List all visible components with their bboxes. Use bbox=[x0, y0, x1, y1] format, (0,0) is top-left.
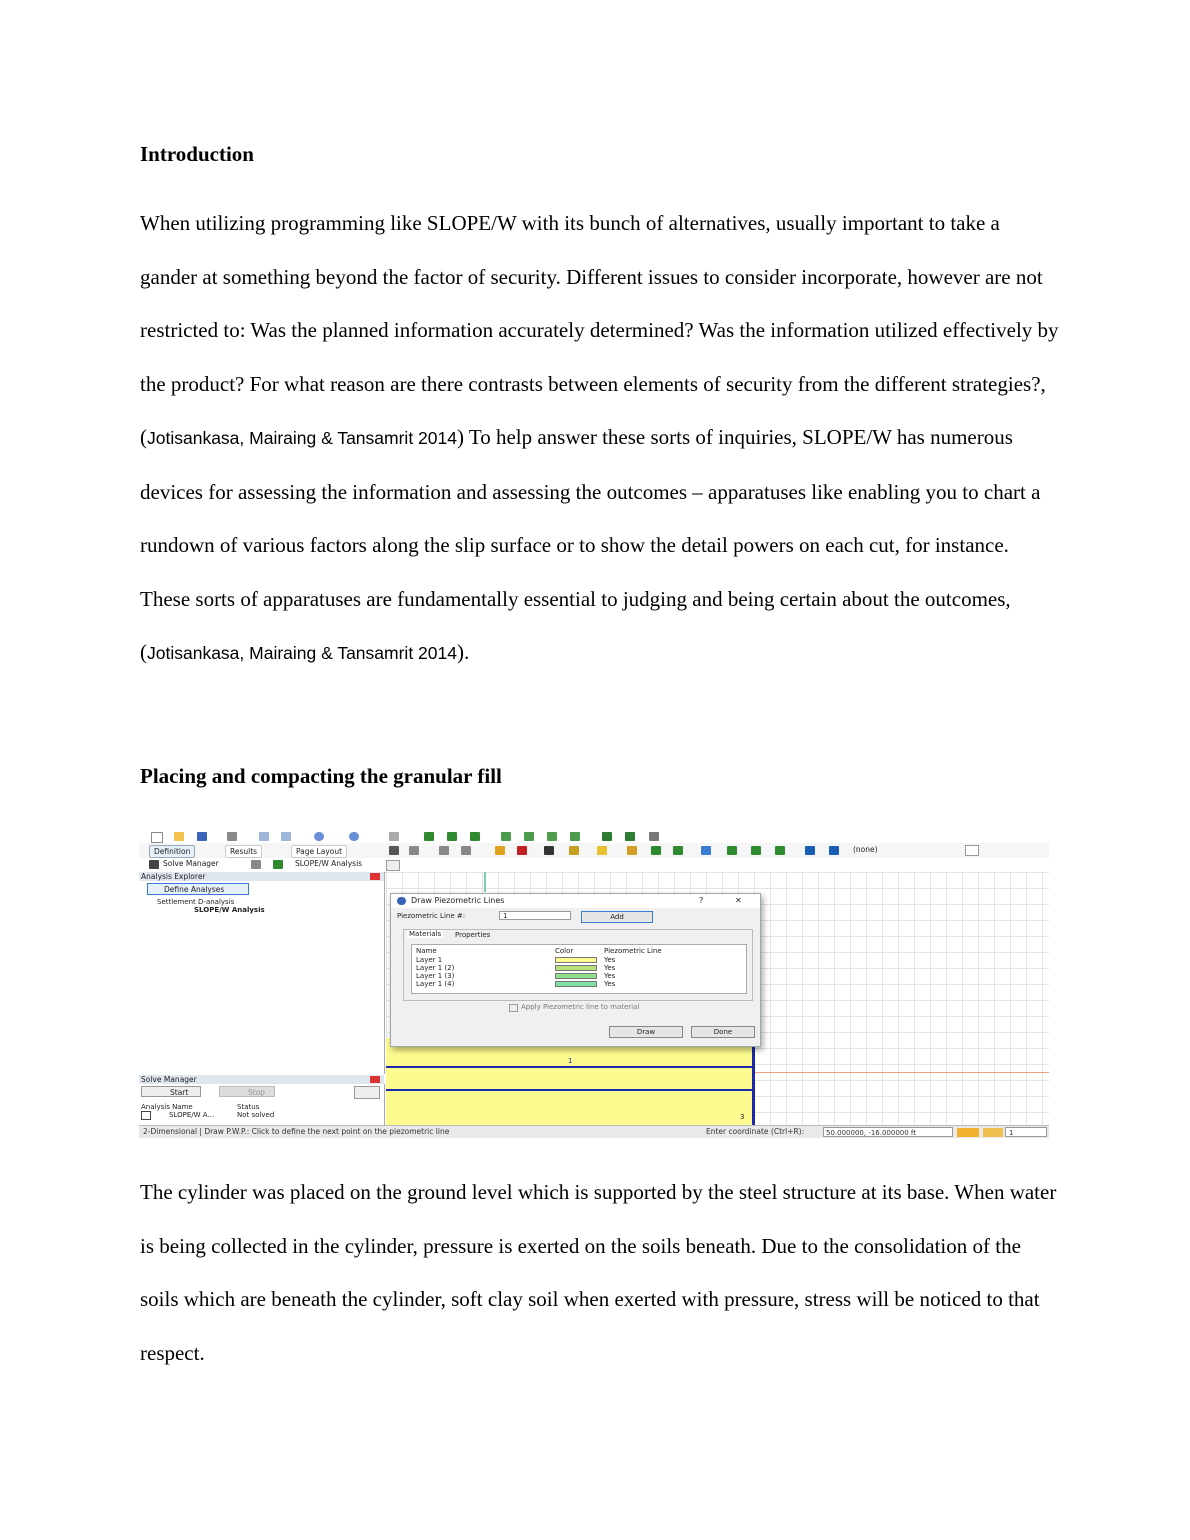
pore-pressure-icon[interactable] bbox=[517, 846, 527, 855]
row-piezo: Yes bbox=[604, 980, 616, 988]
table-header bbox=[412, 947, 746, 955]
close-icon[interactable] bbox=[370, 1076, 380, 1083]
table-row[interactable] bbox=[412, 964, 746, 972]
region-label: 1 bbox=[568, 1057, 573, 1065]
paragraph-granular-fill bbox=[140, 1166, 1060, 1380]
color-swatch bbox=[555, 981, 597, 987]
heading-introduction: Introduction bbox=[140, 142, 254, 166]
soil-region bbox=[386, 1038, 755, 1125]
solve-manager-icon bbox=[149, 860, 159, 869]
paste-icon bbox=[281, 832, 291, 841]
define-analyses-button[interactable]: Define Analyses bbox=[147, 883, 249, 895]
open-folder-icon bbox=[174, 832, 184, 841]
analysis-icon bbox=[251, 860, 261, 869]
draw-exit-icon bbox=[570, 832, 580, 841]
refresh-icon[interactable] bbox=[354, 1086, 380, 1099]
water-table-icon[interactable] bbox=[727, 846, 737, 855]
row-piezo: Yes bbox=[604, 972, 616, 980]
tab-results[interactable]: Results bbox=[225, 845, 262, 858]
snap-icon[interactable] bbox=[957, 1128, 979, 1137]
tab-page-layout[interactable]: Page Layout bbox=[291, 845, 347, 858]
copy-icon bbox=[259, 832, 269, 841]
para-text: When utilizing programming like SLOPE/W with its bunch of alternatives, usually important to take a gander at something beyond the factor of security. Different issues to consider incorporate, however are not restricted to: Was the planned information accurately determined? Was the information utilized effectively by the product? For what reason are there contrasts between elements of security from the different strategies?, ( bbox=[140, 211, 1059, 449]
undo-icon bbox=[314, 832, 324, 841]
citation: Jotisankasa, Mairaing & Tansamrit 2014 bbox=[147, 643, 457, 663]
panel-title-text: Analysis Explorer bbox=[141, 872, 206, 881]
axis-marker bbox=[484, 872, 486, 892]
table-row[interactable] bbox=[412, 956, 746, 964]
table-row[interactable] bbox=[412, 972, 746, 980]
redo-icon bbox=[349, 832, 359, 841]
surcharge-icon[interactable] bbox=[597, 846, 607, 855]
para-text: ). bbox=[456, 640, 470, 664]
dialog-title: Draw Piezometric Lines bbox=[411, 896, 505, 905]
tree-root-item[interactable]: Settlement D-analysis bbox=[157, 898, 235, 906]
close-icon[interactable] bbox=[370, 873, 380, 880]
analysis-explorer-title bbox=[139, 872, 384, 881]
draw-entry-icon bbox=[547, 832, 557, 841]
analysis-selector[interactable]: SLOPE/W Analysis bbox=[295, 859, 363, 868]
analysis-explorer-panel bbox=[139, 872, 385, 1084]
color-swatch bbox=[555, 965, 597, 971]
solve-manager-button[interactable]: Solve Manager bbox=[163, 859, 219, 868]
pressure-line-icon[interactable] bbox=[569, 846, 579, 855]
coord-input[interactable]: 50.000000, -16.000000 ft bbox=[823, 1127, 953, 1137]
tab-definition[interactable]: Definition bbox=[149, 845, 195, 858]
mode-toolbar bbox=[139, 843, 1049, 859]
tab-properties[interactable]: Properties bbox=[455, 931, 491, 939]
main-toolbar bbox=[139, 829, 1049, 843]
anchor-icon[interactable] bbox=[627, 846, 637, 855]
zoom-icon bbox=[389, 832, 399, 841]
new-file-icon bbox=[151, 832, 163, 843]
view-icon bbox=[649, 832, 659, 841]
tab-materials[interactable]: Materials bbox=[409, 930, 442, 938]
slope-icon bbox=[273, 860, 283, 869]
row-piezo: Yes bbox=[604, 964, 616, 972]
stop-button[interactable]: Stop bbox=[219, 1086, 275, 1097]
draw-slip-icon bbox=[524, 832, 534, 841]
para-text: ) To help answer these sorts of inquiries, SLOPE/W has numerous devices for assessing the information and assessing the outcomes – apparatuses like enabling you to chart a rundown of various factors along the slip surface or to show the detail powers on each cut, for instance. These sorts of apparatuses are fundamentally essential to judging and being certain about the outcomes, ( bbox=[140, 425, 1041, 664]
chevron-down-icon[interactable] bbox=[965, 845, 979, 856]
line-select[interactable]: 1 bbox=[499, 911, 571, 920]
zoom-spinner[interactable]: 1 bbox=[1005, 1127, 1047, 1137]
draw-line-icon bbox=[447, 832, 457, 841]
close-button[interactable]: ✕ bbox=[735, 896, 742, 905]
save-icon bbox=[197, 832, 207, 841]
panel-title-text: Solve Manager bbox=[141, 1075, 197, 1084]
status-bar bbox=[139, 1125, 1049, 1138]
row-name: Layer 1 bbox=[416, 956, 443, 964]
materials-table bbox=[411, 944, 747, 994]
dimension-icon[interactable] bbox=[544, 846, 554, 855]
draw-grid-icon bbox=[602, 832, 612, 841]
row-name: Layer 1 (3) bbox=[416, 972, 455, 980]
draw-region-icon bbox=[501, 832, 511, 841]
grid-icon[interactable] bbox=[983, 1128, 1003, 1137]
line-label: Piezometric Line #: bbox=[397, 912, 466, 920]
color-swatch bbox=[555, 957, 597, 963]
soil-boundary bbox=[386, 1089, 752, 1091]
geofabric-icon[interactable] bbox=[751, 846, 761, 855]
header-color: Color bbox=[555, 947, 574, 955]
para-text: The cylinder was placed on the ground level which is supported by the steel structure at its base. When water is being collected in the cylinder, pressure is exerted on the soils beneath. Due to the consolidation of the soils which are beneath the cylinder, soft clay soil when exerted with pressure, stress will be noticed to that respect. bbox=[140, 1180, 1057, 1365]
nail-icon[interactable] bbox=[651, 846, 661, 855]
checkbox[interactable] bbox=[141, 1111, 151, 1120]
print-icon bbox=[227, 832, 237, 841]
sketch-icon[interactable] bbox=[409, 846, 419, 855]
solve-manager-panel bbox=[139, 1084, 385, 1125]
apply-checkbox[interactable] bbox=[509, 1004, 518, 1012]
paragraph-introduction bbox=[140, 197, 1060, 681]
reinforcement-icon[interactable] bbox=[775, 846, 785, 855]
analysis-toolbar bbox=[139, 858, 1049, 873]
point-label: 3 bbox=[740, 1113, 745, 1121]
none-selector[interactable]: (none) bbox=[853, 845, 878, 854]
soil-boundary bbox=[386, 1066, 752, 1068]
draw-button[interactable]: Draw bbox=[609, 1026, 683, 1038]
help-button[interactable]: ? bbox=[699, 896, 704, 905]
done-button[interactable]: Done bbox=[691, 1026, 755, 1038]
draw-point-icon bbox=[424, 832, 434, 841]
draw-tension-icon bbox=[625, 832, 635, 841]
draw-piezometric-dialog bbox=[390, 893, 761, 1047]
label-icon[interactable] bbox=[439, 846, 449, 855]
dialog-titlebar bbox=[391, 894, 760, 908]
axes-icon[interactable] bbox=[461, 846, 471, 855]
slopew-screenshot bbox=[139, 829, 1049, 1138]
row-name: Layer 1 (4) bbox=[416, 980, 455, 988]
start-button[interactable]: Start bbox=[141, 1086, 201, 1097]
piezometric-line-icon[interactable] bbox=[701, 846, 711, 855]
chevron-down-icon[interactable] bbox=[386, 860, 400, 871]
coord-label: Enter coordinate (Ctrl+R): bbox=[706, 1127, 805, 1136]
col-status: Status bbox=[237, 1103, 260, 1111]
contour-icon[interactable] bbox=[805, 846, 815, 855]
col-analysis-name: Analysis Name bbox=[141, 1103, 193, 1111]
row-piezo: Yes bbox=[604, 956, 616, 964]
apply-label: Apply Piezometric line to material bbox=[521, 1003, 640, 1011]
materials-icon[interactable] bbox=[495, 846, 505, 855]
status-message: 2-Dimensional | Draw P.W.P.: Click to define the next point on the piezometric line bbox=[143, 1127, 450, 1136]
tree-child-item[interactable]: SLOPE/W Analysis bbox=[194, 906, 265, 914]
header-piezo: Piezometric Line bbox=[604, 947, 662, 955]
select-icon[interactable] bbox=[389, 846, 399, 855]
pile-icon[interactable] bbox=[673, 846, 683, 855]
dialog-icon bbox=[397, 897, 406, 905]
draw-arc-icon bbox=[470, 832, 480, 841]
heading-granular-fill: Placing and compacting the granular fill bbox=[140, 764, 502, 788]
solve-manager-title bbox=[139, 1075, 384, 1084]
add-button[interactable]: Add bbox=[581, 911, 653, 923]
analysis-row-status: Not solved bbox=[237, 1111, 275, 1119]
color-swatch bbox=[555, 973, 597, 979]
analysis-row-name[interactable]: SLOPE/W A... bbox=[169, 1111, 215, 1119]
graph-icon[interactable] bbox=[829, 846, 839, 855]
row-name: Layer 1 (2) bbox=[416, 964, 455, 972]
table-row[interactable] bbox=[412, 980, 746, 988]
header-name: Name bbox=[416, 947, 437, 955]
citation: Jotisankasa, Mairaing & Tansamrit 2014 bbox=[147, 428, 457, 448]
